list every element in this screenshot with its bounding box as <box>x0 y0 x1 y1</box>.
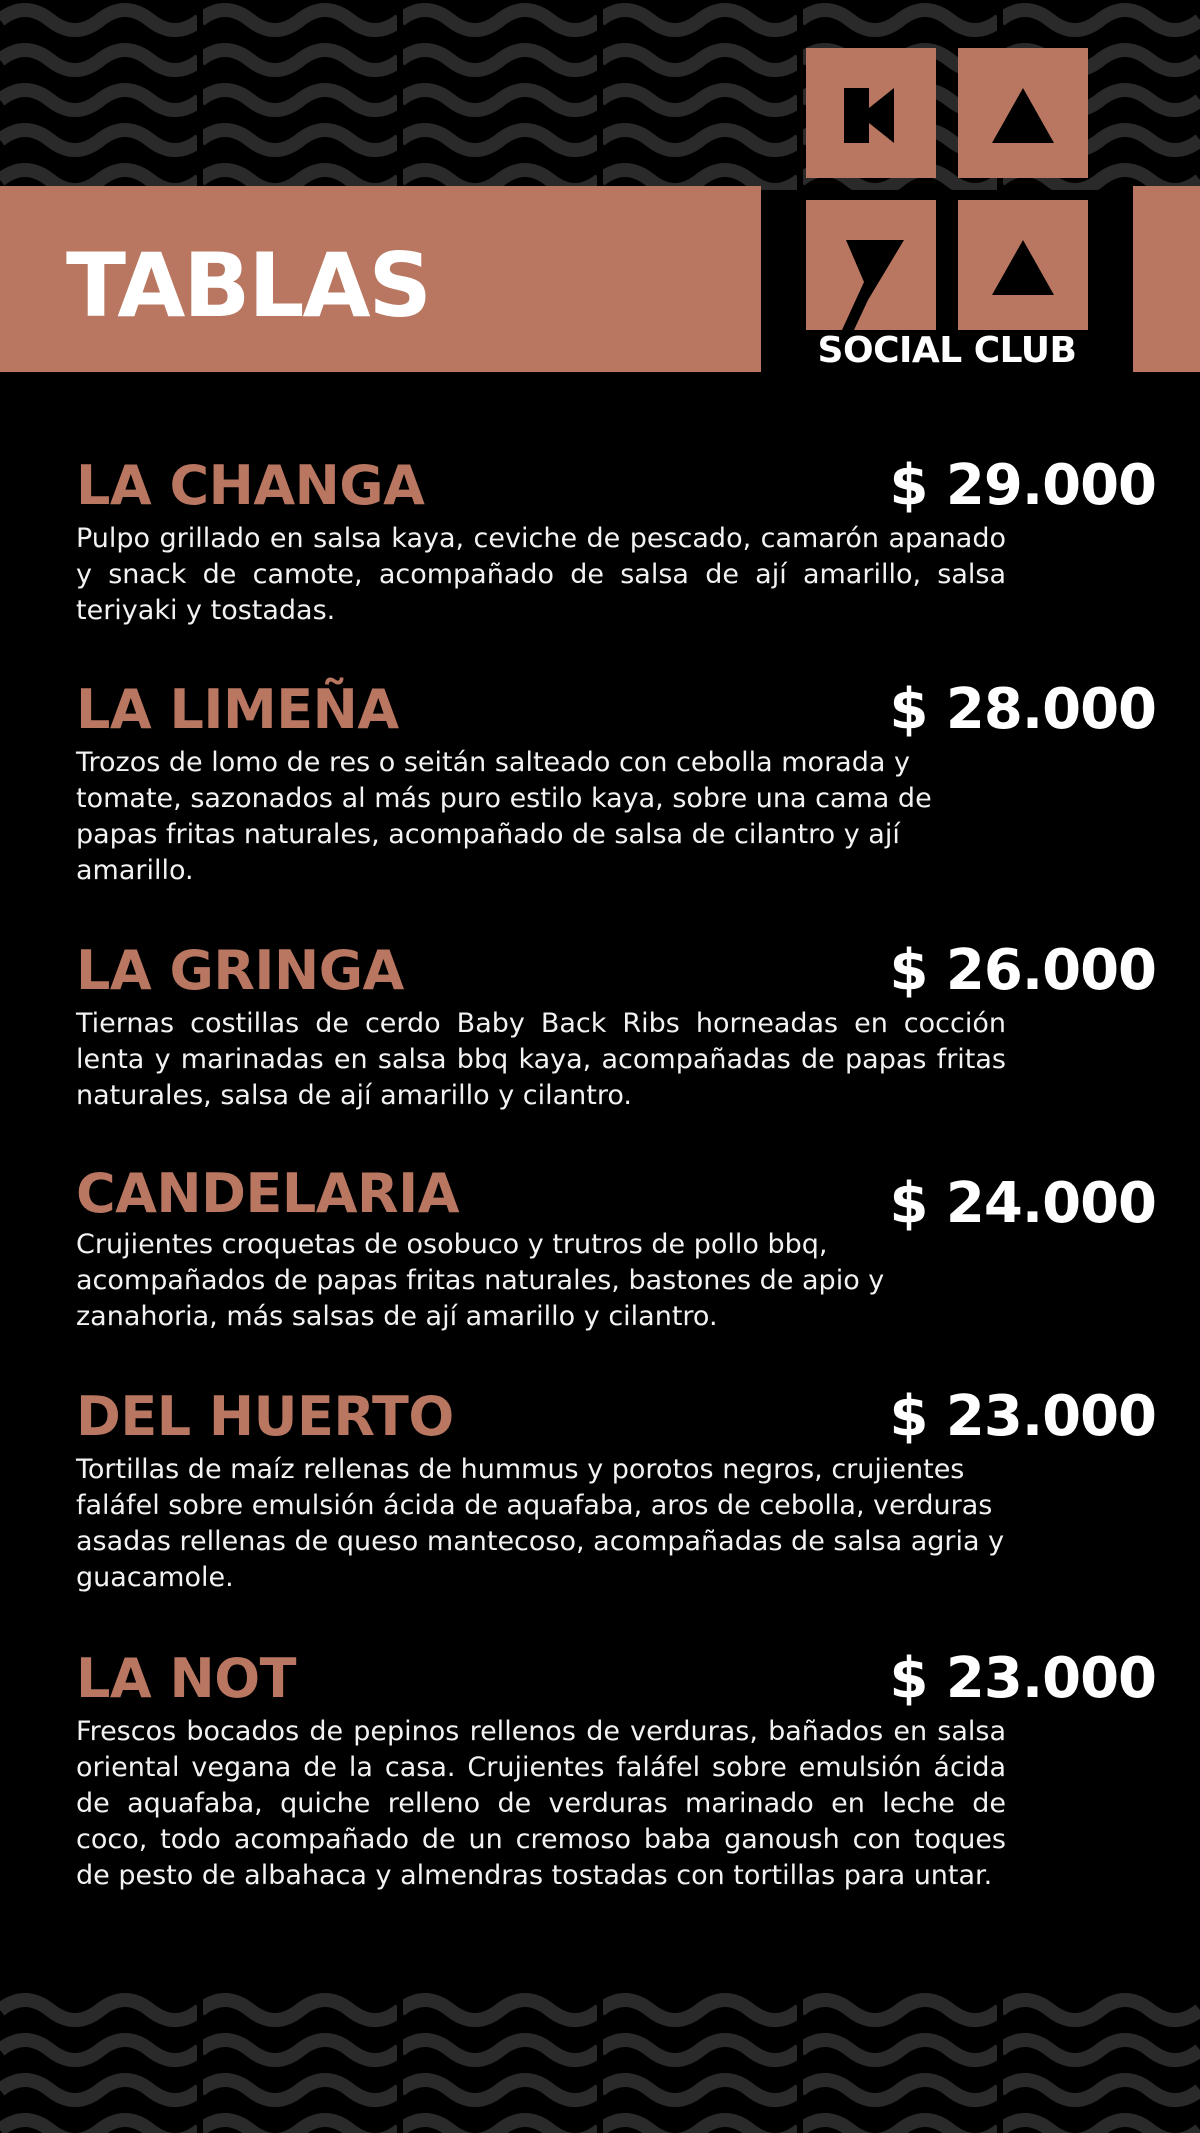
item-name: LA CHANGA <box>76 454 425 517</box>
item-name: LA GRINGA <box>76 939 404 1002</box>
item-name: LA NOT <box>76 1647 296 1710</box>
logo-k-glyph <box>806 48 936 178</box>
item-price: $ 23.000 <box>889 1646 1156 1711</box>
item-price: $ 26.000 <box>889 938 1156 1003</box>
item-name: CANDELARIA <box>76 1162 459 1225</box>
logo-tile-k <box>806 48 936 178</box>
logo-y-glyph <box>806 200 936 330</box>
item-description: Tortillas de maíz rellenas de hummus y porotos negros, crujientes faláfel sobre emulsión ácida de aquafaba, aros de cebolla, verduras asadas rellenas de queso mantecoso, acompañadas de salsa agria y guacamole. <box>76 1454 1005 1593</box>
logo-tile-a-top <box>958 48 1088 178</box>
logo-tile-y <box>806 200 936 330</box>
item-description: Tiernas costillas de cerdo Baby Back Ribs horneadas en cocción lenta y marinadas en salsa bbq kaya, acompañadas de papas fritas naturales, salsa de ají amarillo y cilantro. <box>76 1008 1006 1111</box>
item-name: DEL HUERTO <box>76 1385 454 1448</box>
item-description: Trozos de lomo de res o seitán salteado con cebolla morada y tomate, sazonados al más puro estilo kaya, sobre una cama de papas fritas naturales, acompañado de salsa de cilantro y ají amarillo. <box>76 747 932 886</box>
right-accent-strip <box>1133 186 1200 372</box>
item-name: LA LIMEÑA <box>76 678 399 741</box>
page-title: TABLAS <box>66 234 430 337</box>
item-price: $ 28.000 <box>889 677 1156 742</box>
kaya-logo <box>806 48 1088 378</box>
logo-triangle-glyph <box>958 200 1088 330</box>
item-description: Crujientes croquetas de osobuco y trutros de pollo bbq, acompañados de papas fritas naturales, bastones de apio y zanahoria, más salsas de ají amarillo y cilantro. <box>76 1229 885 1332</box>
item-description: Frescos bocados de pepinos rellenos de verduras, bañados en salsa oriental vegana de la casa. Crujientes faláfel sobre emulsión ácida de aquafaba, quiche relleno de verduras marinado en leche de coco, todo acompañado de un cremoso baba ganoush con toques de pesto de albahaca y almendras tostadas con tortillas para untar. <box>76 1716 1006 1891</box>
logo-subtitle: SOCIAL CLUB <box>817 330 1077 371</box>
bottom-wave-pattern <box>0 1990 1200 2133</box>
wave-pattern-graphic <box>0 1990 1200 2133</box>
item-price: $ 23.000 <box>889 1384 1156 1449</box>
logo-tile-a-bottom <box>958 200 1088 330</box>
item-price: $ 24.000 <box>889 1171 1156 1236</box>
item-price: $ 29.000 <box>889 453 1156 518</box>
item-description: Pulpo grillado en salsa kaya, ceviche de pescado, camarón apanado y snack de camote, acompañado de salsa de ají amarillo, salsa teriyaki y tostadas. <box>76 523 1006 626</box>
logo-triangle-glyph <box>958 48 1088 178</box>
